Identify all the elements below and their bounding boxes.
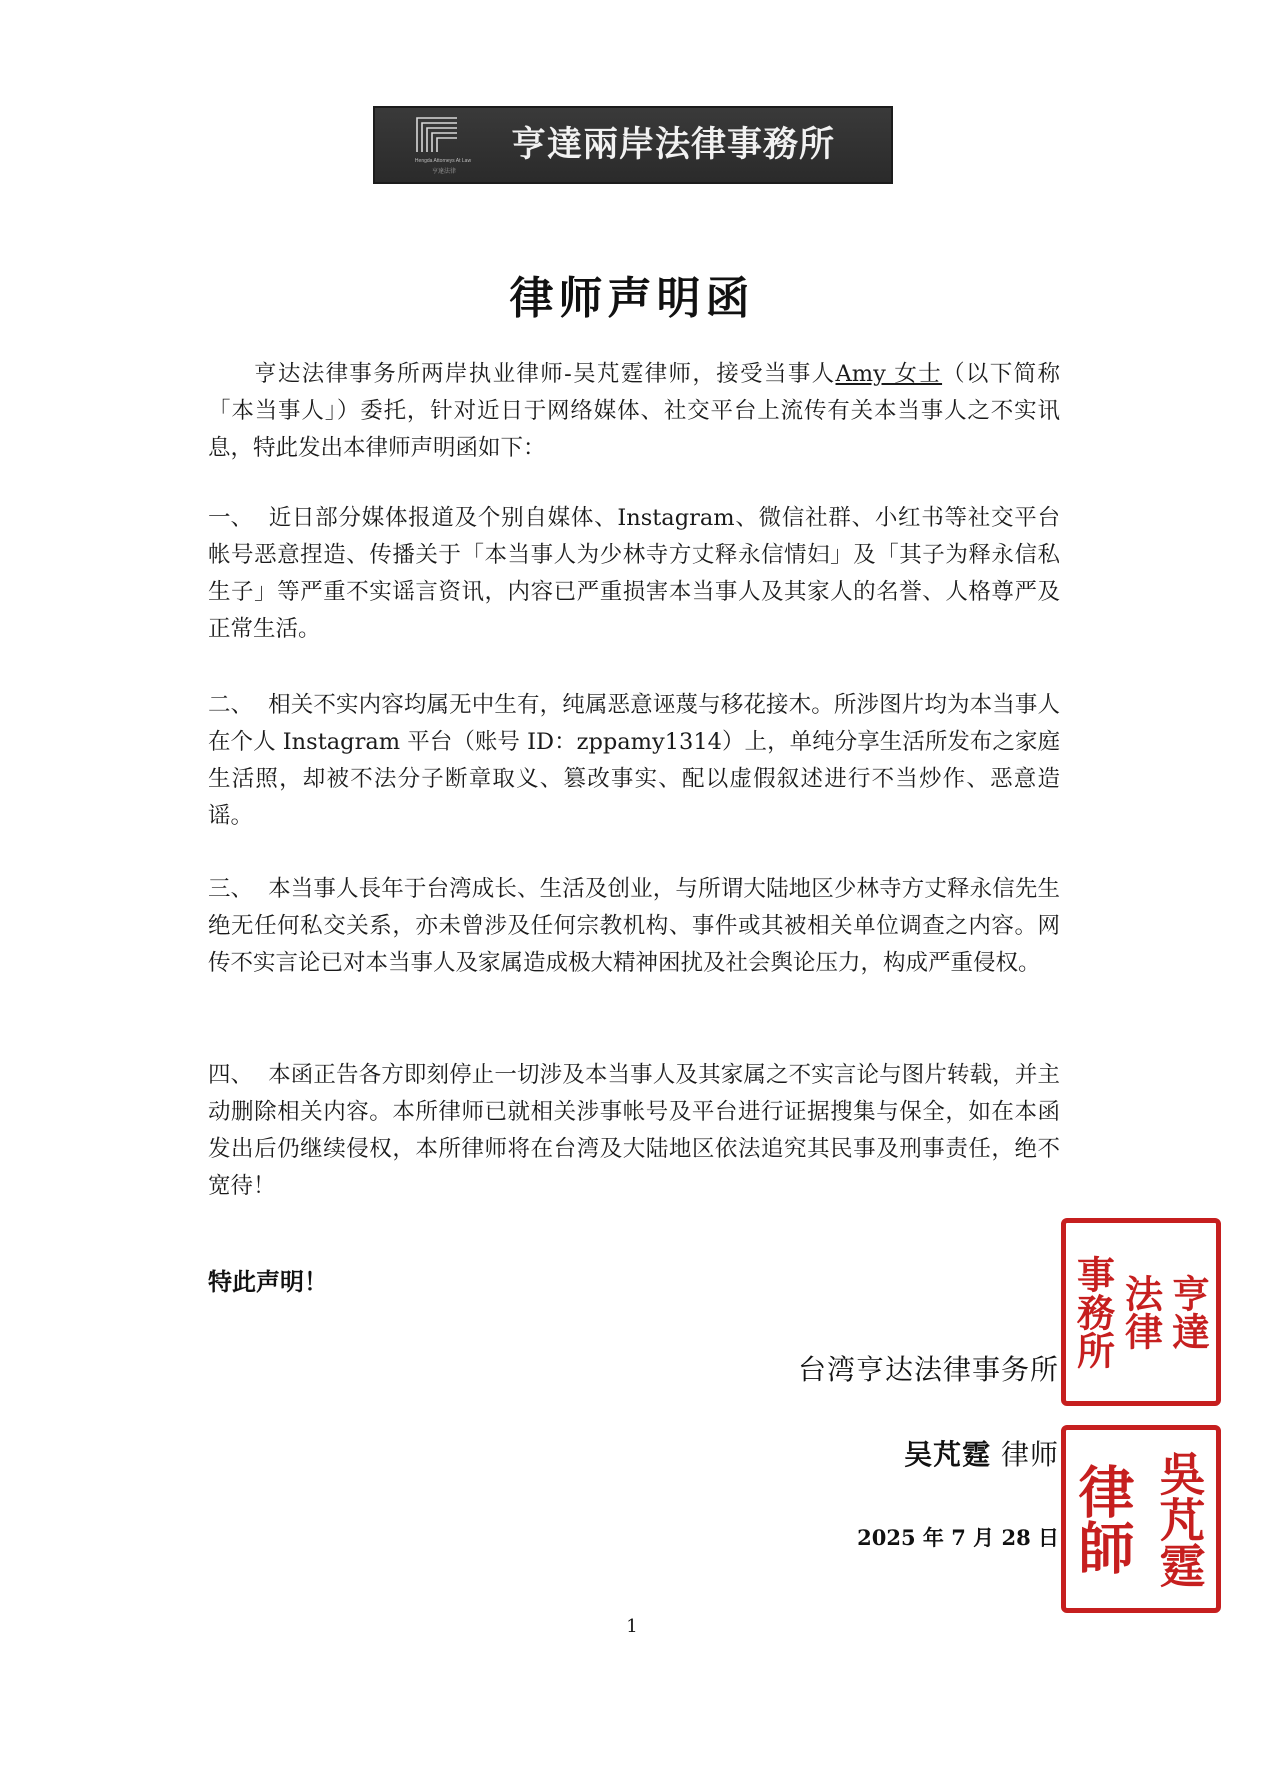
closing-statement: 特此声明！: [208, 1267, 328, 1296]
seal-column: [1165, 1231, 1210, 1393]
seal-char: 律師: [1069, 1463, 1136, 1575]
item-number: 一、: [208, 505, 254, 531]
lawyer-seal-stamp: [1061, 1425, 1221, 1613]
seal-char: 吳芃霆: [1152, 1450, 1207, 1588]
firm-logo: [413, 114, 475, 176]
seal-char: 事務所: [1070, 1255, 1116, 1369]
statement-item-2: [208, 687, 1060, 835]
seal-column: [1147, 1438, 1212, 1600]
item-text: 本当事人長年于台湾成长、生活及创业，与所谓大陆地区少林寺方丈释永信先生绝无任何私交关系，亦未曾涉及任何宗教机构、事件或其被相关单位调查之内容。网传不实言论已对本当事人及家属造成极大精神困扰及社会舆论压力，构成严重侵权。: [208, 876, 1060, 976]
client-name: Amy 女士: [835, 361, 943, 387]
letterhead-banner: [373, 106, 893, 184]
document-title: 律师声明函: [509, 273, 755, 324]
seal-char: 亨達: [1165, 1274, 1211, 1350]
item-number: 二、: [208, 692, 254, 718]
logo-chinese-text: 亨達法律: [431, 169, 456, 175]
item-number: 三、: [208, 876, 254, 902]
item-number: 四、: [208, 1062, 254, 1088]
seal-column: [1118, 1231, 1163, 1393]
signature-date: 2025 年 7 月 28 日: [857, 1525, 1059, 1550]
item-text: 本函正告各方即刻停止一切涉及本当事人及其家属之不实言论与图片转载，并主动删除相关内容。本所律师已就相关涉事帐号及平台进行证据搜集与保全，如在本函发出后仍继续侵权，本所律师将在台湾及大陆地区依法追究其民事及刑事责任，绝不宽待！: [208, 1062, 1060, 1199]
item-text: 近日部分媒体报道及个别自媒体、Instagram、微信社群、小红书等社交平台帐号恶意捏造、传播关于「本当事人为少林寺方丈释永信情妇」及「其子为释永信私生子」等严重不实谣言资讯，内容已严重损害本当事人及其家人的名誉、人格尊严及正常生活。: [208, 505, 1060, 642]
seal-char: 法律: [1118, 1274, 1164, 1350]
statement-item-3: [208, 871, 1060, 982]
intro-text-before: 亨达法律事务所两岸执业律师-吴芃霆律师，接受当事人: [254, 361, 836, 387]
intro-text-after: （以下简称「本当事人」）委托，针对近日于网络媒体、社交平台上流传有关本当事人之不实讯息，特此发出本律师声明函如下：: [208, 361, 1060, 461]
intro-paragraph: [208, 356, 1060, 467]
logo-english-text: Hengda Attorneys At Law: [414, 158, 472, 164]
letterhead-firm-name: 亨達兩岸法律事務所: [511, 124, 836, 165]
item-text: 相关不实内容均属无中生有，纯属恶意诬蔑与移花接木。所涉图片均为本当事人在个人 Instagram 平台（账号 ID：zppamy1314）上，单纯分享生活所发布之家庭生活照，却被不法分子断章取义、篡改事实、配以虚假叙述进行不当炒作、恶意造谣。: [208, 692, 1060, 829]
signature-lawyer: [904, 1433, 1059, 1473]
statement-item-4: [208, 1057, 1060, 1205]
seal-column: [1070, 1231, 1115, 1393]
signature-firm: 台湾亨达法律事务所: [797, 1353, 1059, 1386]
page-number: 1: [626, 1616, 638, 1637]
firm-logo-icon: [413, 114, 463, 154]
lawyer-title: 律师: [1000, 1438, 1059, 1471]
lawyer-name: 吴芃霆: [904, 1438, 992, 1471]
seal-column: [1070, 1438, 1135, 1600]
firm-seal-stamp: [1061, 1218, 1221, 1406]
statement-item-1: [208, 500, 1060, 648]
